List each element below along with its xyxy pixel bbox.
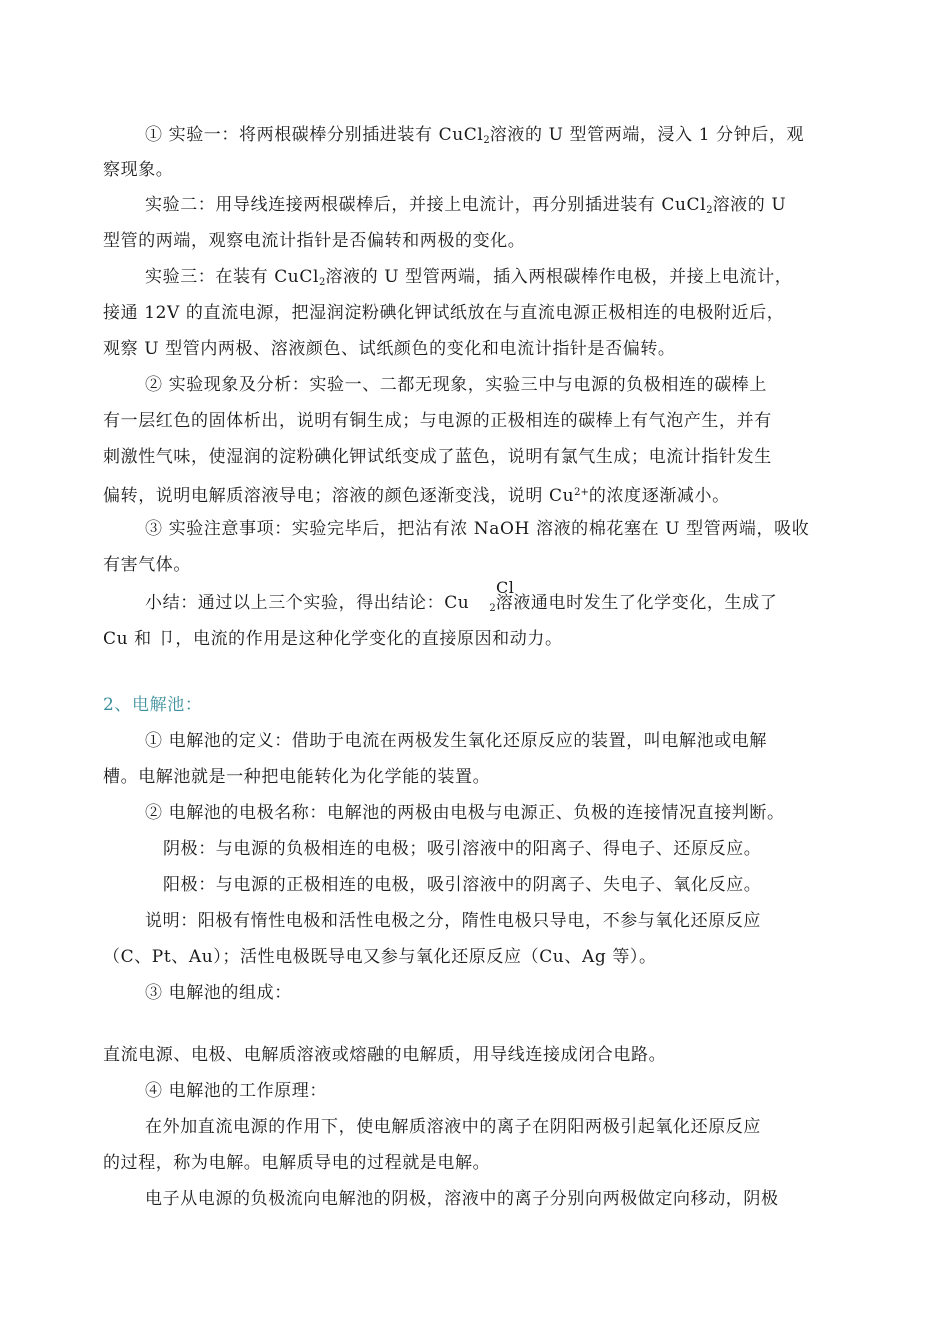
paragraph-line: 接通 12V 的直流电源，把湿润淀粉碘化钾试纸放在与直流电源正极相连的电极附近后， (103, 303, 785, 323)
paragraph-line: 直流电源、电极、电解质溶液或熔融的电解质，用导线连接成闭合电路。 (103, 1045, 667, 1065)
paragraph-line: （C、Pt、Au）；活性电极既导电又参与氧化还原反应（Cu、Ag 等）。 (103, 947, 657, 967)
paragraph-line: ④ 电解池的工作原理： (145, 1081, 328, 1101)
paragraph-line: ① 电解池的定义：借助于电流在两极发生氧化还原反应的装置，叫电解池或电解 (145, 731, 768, 751)
paragraph-line: 有一层红色的固体析出，说明有铜生成；与电源的正极相连的碳棒上有气泡产生，并有 (103, 411, 772, 431)
paragraph-line: 实验二：用导线连接两根碳棒后，并接上电流计，再分别插进装有 CuCl$_2$溶液的 U (145, 195, 787, 216)
paragraph-line: ② 实验现象及分析：实验一、二都无现象，实验三中与电源的负极相连的碳棒上 (145, 375, 768, 395)
paragraph-line: ② 电解池的电极名称：电解池的两极由电极与电源正、负极的连接情况直接判断。 (145, 803, 785, 823)
paragraph-line: 偏转，说明电解质溶液导电；溶液的颜色逐渐变浅，说明 $Cu^{2+}$的浓度逐渐减小。 (103, 486, 730, 506)
paragraph-line: 阴极：与电源的负极相连的电极；吸引溶液中的阳离子、得电子、还原反应。 (163, 839, 762, 859)
paragraph-line: 型管的两端，观察电流计指针是否偏转和两极的变化。 (103, 231, 526, 251)
paragraph-line: 说明：阳极有惰性电极和活性电极之分，隋性电极只导电，不参与氧化还原反应 (145, 911, 761, 931)
paragraph-line: 在外加直流电源的作用下，使电解质溶液中的离子在阴阳两极引起氧化还原反应 (145, 1117, 761, 1137)
paragraph-line: 槽。电解池就是一种把电能转化为化学能的装置。 (103, 767, 491, 787)
paragraph-line: ③ 实验注意事项：实验完毕后，把沾有浓 NaOH 溶液的棉花塞在 U 型管两端，吸收 (145, 519, 810, 539)
paragraph-line: 阳极：与电源的正极相连的电极，吸引溶液中的阴离子、失电子、氧化反应。 (163, 875, 762, 895)
paragraph-line: 观察 U 型管内两极、溶液颜色、试纸颜色的变化和电流计指针是否偏转。 (103, 339, 676, 359)
paragraph-line: ① 实验一：将两根碳棒分别插进装有 CuCl$_2$溶液的 U 型管两端，浸入 1 分钟后，观 (145, 125, 805, 146)
formula-fragment: Cl (496, 578, 515, 597)
paragraph-line: 电子从电源的负极流向电解池的阴极，溶液中的离子分别向两极做定向移动，阴极 (145, 1189, 779, 1209)
paragraph-line: ③ 电解池的组成： (145, 983, 292, 1003)
paragraph-line: Cu 和 卩，电流的作用是这种化学变化的直接原因和动力。 (103, 629, 563, 649)
paragraph-line: 刺激性气味，使湿润的淀粉碘化钾试纸变成了蓝色，说明有氯气生成；电流计指针发生 (103, 447, 772, 467)
paragraph-line: 有害气体。 (103, 555, 191, 575)
paragraph-line: 实验三：在装有 CuCl$_2$溶液的 U 型管两端，插入两根碳棒作电极，并接上电流计， (145, 267, 793, 288)
section-heading: 2、电解池： (103, 695, 203, 715)
paragraph-line: 察现象。 (103, 160, 174, 180)
paragraph-line: 小结：通过以上三个实验，得出结论：Cu $_2$溶液通电时发生了化学变化，生成了 (145, 593, 778, 614)
paragraph-line: 的过程，称为电解。电解质导电的过程就是电解。 (103, 1153, 491, 1173)
